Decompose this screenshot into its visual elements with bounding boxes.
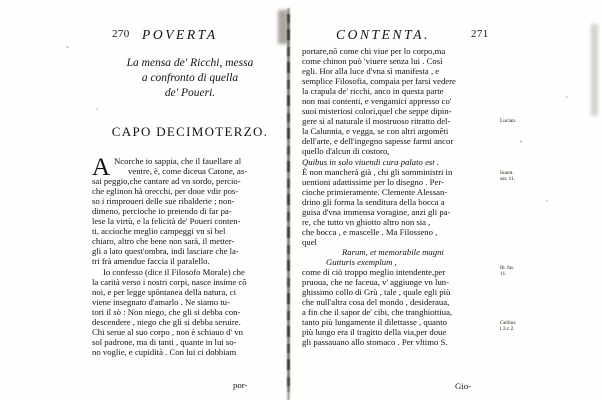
- catchword-right: Gio-: [455, 381, 471, 391]
- body-line: dimeno, percioche io pretendo di far pa-: [92, 206, 232, 217]
- body-line: che bocca , e mascelle . Ma Filosseno ,: [302, 226, 438, 237]
- body-line: re, che tutto vn ghiotto altro non sia ,: [302, 216, 431, 227]
- body-line: che eglinon hà orecchi, per doue vdir pos-: [92, 186, 239, 197]
- body-line: drino gli forma la senditura della bocca a: [302, 196, 445, 207]
- body-line: semplice Filosofia, compaia per farsi vedere: [302, 76, 456, 87]
- body-line: quel: [302, 236, 317, 247]
- marginal-note: [500, 320, 516, 332]
- paper-speck: [66, 46, 69, 48]
- body-line: ventre, è, come diceua Catone, as-: [128, 166, 248, 177]
- paper-speck: [566, 96, 568, 98]
- body-line: che null'altra cosa del mondo , desideraua,: [302, 297, 450, 308]
- body-line: so i rimproueri delle sue ribalderie ; non-: [92, 196, 235, 207]
- marginal-note-line: 11.: [500, 271, 507, 278]
- body-line: tori il sò : Non niego, che gli si debba con-: [92, 306, 241, 317]
- folio-left: 270: [112, 28, 130, 40]
- body-line: dell'arte, e dell'ingegno sapesse farmi ancor: [302, 136, 454, 147]
- chapter-label: CAPO DECIMOTERZO.: [111, 124, 269, 139]
- marginal-note: [500, 170, 515, 182]
- body-line: quello d'alcun di costoro,: [302, 146, 390, 157]
- marginal-note-line: Lucian.: [500, 118, 517, 124]
- body-line: guisa d'vna immensa voragine, anzi gli pa-: [302, 206, 451, 217]
- latin-quotation: Quibus in solo viuendi cura palato est .: [302, 156, 440, 167]
- chapter-title-line-2: a confronto di quella: [141, 72, 239, 84]
- body-line: la crapula de' ricchi, anco in questa parte: [302, 86, 444, 97]
- body-line: sol padrone, ma di tanti , quante in lui so-: [92, 336, 237, 347]
- body-column-right: [302, 46, 498, 347]
- body-line: tri frà amendue faccia il paralello.: [92, 256, 210, 267]
- body-line: la carità verso i nostri corpi, nasce insime cō: [92, 276, 247, 287]
- body-line: gere sì al naturale il mostruoso ritratto del-: [302, 116, 451, 127]
- body-line: la Calunnia, e vegga, se con altri argomēti: [302, 126, 449, 137]
- body-line: ti, accioche meglio campeggi vn sì bel: [92, 226, 226, 237]
- body-line: no voglie, e cupidità . Con lui ci dobbiam: [92, 346, 237, 357]
- body-line: più lungo era il tragitto della via,per doue: [302, 327, 447, 338]
- body-line: Io confesso (dice il Filosofo Morale) che: [103, 266, 245, 277]
- body-line: viene insegnato d'amarlo . Ne siamo tu-: [92, 296, 230, 307]
- marginal-note-line: Ib. fat.: [500, 265, 515, 271]
- marginal-note: [500, 265, 514, 277]
- body-line: come di ciò troppo meglio intendente,per: [302, 267, 446, 278]
- latin-verse-line: Rarum, et memorabile magni: [342, 246, 444, 257]
- body-line: suoi misteriosi colori,quel che seppe dipin-: [302, 106, 452, 117]
- body-line: gli a lato quest'ombra, indi lasciare che la-: [92, 246, 239, 257]
- running-title-right: CONTENTA.: [336, 27, 431, 42]
- body-line: sai peggio,che cantare ad vn sordo, percio-: [92, 176, 241, 187]
- body-line: come chinon può 'viuere senza lui . Così: [302, 56, 443, 67]
- body-line: non mai contenti, e vengamici appresso co': [302, 96, 452, 107]
- body-line: Ncorche io sappia, che il fauellare al: [114, 156, 242, 166]
- body-line: descendere , niego che gli si debba seruire.: [92, 316, 241, 327]
- body-line: gli passauano allo stomaco . Per vltimo S.: [302, 337, 448, 348]
- body-line: È non mancherà già , chi gli somministri in: [302, 166, 453, 177]
- catchword-left: por-: [233, 380, 248, 390]
- marginal-note-line: Gellius: [500, 320, 516, 326]
- drop-cap: A: [92, 154, 111, 181]
- folio-right: 271: [471, 28, 489, 40]
- body-line: uentioni adattissime per lo disegno . Per-: [302, 176, 444, 187]
- body-line: Chi serue al suo corpo , non è schiauo d' vn: [92, 326, 243, 337]
- body-line: cioche primieramente. Clemente Alessan-: [302, 186, 448, 197]
- marginal-note: [500, 118, 516, 124]
- paper-speck: [96, 108, 98, 110]
- paper-speck: [546, 200, 548, 202]
- marginal-note-line: Iuuen.: [500, 170, 514, 176]
- latin-verse-line: Gutturis exemplum ,: [326, 256, 397, 267]
- chapter-title: [100, 56, 280, 101]
- marginal-note-line: sat. 11.: [500, 176, 516, 183]
- body-line: pruoua, che ne faceua, v' aggiunge vn lun-: [302, 277, 450, 288]
- page-edge-shadow: [591, 24, 598, 116]
- chapter-title-line-3: de' Poueri.: [164, 87, 216, 99]
- body-line: chiaro, altro che bene non sarà, il metter-: [92, 236, 235, 247]
- body-line: noi, e per legge spōntanea della natura, ci: [92, 286, 237, 297]
- body-line: portare,nō come chi viue per lo corpo,ma: [302, 46, 446, 56]
- paper-speck: [520, 140, 522, 143]
- body-line: a fin che il sapor de' cibi, che tranghiottiua,: [302, 307, 453, 318]
- body-line: ghissimo collo di Grù , tale , quale egli più: [302, 287, 451, 298]
- body-line: egli. Hor alla luce d'vna sì manifesta , e: [302, 66, 440, 77]
- body-column-left: [92, 156, 284, 357]
- body-line: lese la virtù, e la felicità de' Poueri conten-: [92, 216, 241, 227]
- chapter-title-line-1: La mensa de' Ricchi, messa: [126, 57, 254, 69]
- marginal-note-line: l.3.c.2.: [500, 326, 515, 333]
- gutter-ink-line: [287, 14, 290, 392]
- running-title-left: POVERTA: [142, 27, 218, 42]
- body-line: tanto più lungamente il dilettasse , quanto: [302, 317, 448, 328]
